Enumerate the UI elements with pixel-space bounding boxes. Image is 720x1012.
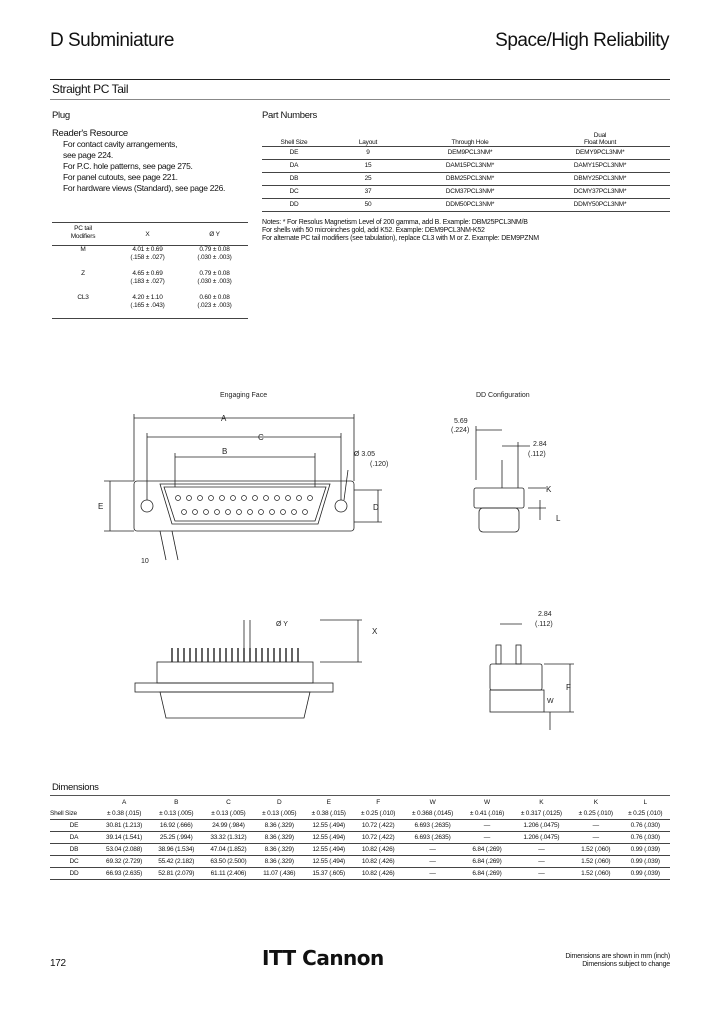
pc-mod: Z: [81, 270, 85, 277]
table-row: DE 9 DEM9PCL3NM* DEMY9PCL3NM*: [262, 146, 670, 159]
pn-head-dual: Dual: [593, 131, 607, 139]
table-row: DA 39.14 (1.541) 25.25 (.994) 33.32 (1.312) 8.36 (.329) 12.55 (.494) 10.72 (.422) 6.693 (.2635) — 1.206 (.0475) — 0.76 (.030): [50, 832, 670, 844]
dim-col-head: K: [593, 799, 598, 806]
resource-line: see page 224.: [63, 150, 113, 160]
dim-tolerance: ± 0.368 (.0145): [403, 808, 462, 820]
pc-col-head: PC tail: [74, 225, 92, 232]
dim-c-label: C: [258, 433, 264, 442]
dim-569: 5.69: [454, 418, 468, 425]
dim-tolerance: ± 0.13 (.005): [202, 808, 254, 820]
pc-y: 0.79 ± 0.08: [199, 270, 230, 277]
resource-line: For panel cutouts, see page 221.: [63, 172, 178, 182]
dim-col-head: K: [539, 799, 544, 806]
engaging-face-title: Engaging Face: [220, 392, 268, 399]
dim-diam-inch: (.120): [370, 461, 389, 468]
dim-569-inch: (.224): [451, 427, 470, 434]
resource-line: For P.C. hole patterns, see page 275.: [63, 161, 193, 171]
dim-col-head: E: [326, 799, 331, 806]
pc-y-in: (.030 ± .003): [197, 254, 232, 261]
dim-tolerance: ± 0.25 (.010): [571, 808, 620, 820]
dim-tolerance: ± 0.41 (.016): [462, 808, 511, 820]
dd-config-title: DD Configuration: [476, 392, 530, 399]
resource-line: For hardware views (Standard), see page 226.: [63, 183, 226, 193]
dim-284b: 2.84: [538, 611, 552, 618]
dim-b-label: B: [222, 447, 228, 456]
pc-col-head: Modifiers: [70, 233, 96, 240]
dim-k-label: K: [546, 485, 552, 494]
pc-y: 0.79 ± 0.08: [199, 246, 230, 253]
pc-mod: CL3: [77, 294, 89, 301]
dimensions-table: [50, 797, 670, 880]
note-line: For shells with 50 microinches gold, add K52. Example: DEM9PCL3NM-K52: [262, 226, 485, 234]
dimensions-divider: [50, 795, 670, 796]
pc-x: 4.20 ± 1.10: [132, 294, 163, 301]
dim-e-label: E: [98, 502, 104, 511]
dim-tolerance: ± 0.13 (.005): [150, 808, 202, 820]
dim-tolerance: ± 0.25 (.010): [621, 808, 671, 820]
dim-tolerance: ± 0.25 (.010): [353, 808, 402, 820]
table-row: DD 66.93 (2.635) 52.81 (2.079) 61.11 (2.406) 11.07 (.436) 15.37 (.605) 10.82 (.426) — 6.84 (.269) — 1.52 (.060) 0.99 (.039): [50, 868, 670, 880]
dim-col-head: F: [376, 799, 381, 806]
dim-col-head: D: [276, 799, 282, 806]
dim-col-head: C: [226, 799, 231, 806]
section-title: Straight PC Tail: [52, 82, 129, 96]
table-row: [52, 294, 248, 318]
pc-col-y: Ø Y: [209, 231, 220, 238]
pn-head-layout: Layout: [326, 124, 410, 146]
section-divider: [50, 99, 670, 100]
table-row: [52, 246, 248, 271]
category-title: Space/High Reliability: [495, 30, 669, 51]
dim-10-label: 10: [141, 558, 149, 565]
readers-resource: [52, 128, 252, 194]
pc-tails: [172, 648, 298, 662]
dim-tolerance: ± 0.38 (.015): [304, 808, 353, 820]
pc-x-in: (.158 ± .027): [130, 254, 165, 261]
note-line: For alternate PC tail modifiers (see tabulation), replace CL3 with M or Z. Example: DEM9PZNM: [262, 234, 539, 242]
table-row: DB 53.04 (2.088) 38.96 (1.534) 47.04 (1.852) 8.36 (.329) 12.55 (.494) 10.82 (.426) — 6.84 (.269) — 1.52 (.060) 0.99 (.039): [50, 844, 670, 856]
table-row: DB 25 DBM25PCL3NM* DBMY25PCL3NM*: [262, 172, 670, 185]
dim-shell-head: Shell Size: [50, 808, 98, 820]
dim-col-head: W: [429, 799, 436, 806]
plug-label: Plug: [52, 110, 70, 121]
pc-y-in: (.030 ± .003): [197, 278, 232, 285]
pc-x: 4.01 ± 0.69: [132, 246, 163, 253]
resource-heading: Reader's Resource: [52, 128, 128, 139]
footer-note: Dimensions subject to change: [582, 961, 670, 968]
pn-head-through: Through Hole: [410, 124, 530, 146]
dim-tolerance: ± 0.13 (.005): [254, 808, 303, 820]
dim-284b-inch: (.112): [535, 621, 553, 628]
pc-tail-table: [52, 222, 248, 319]
mounting-hole-right: [335, 500, 347, 512]
pc-x-in: (.183 ± .027): [130, 278, 165, 285]
dim-tolerance: ± 0.38 (.015): [98, 808, 150, 820]
part-notes: [262, 219, 670, 243]
brand-logo: ITT Cannon: [262, 946, 384, 970]
resource-line: For contact cavity arrangements,: [63, 139, 178, 149]
connector-shell-d: [160, 484, 330, 524]
dim-col-head: L: [643, 799, 647, 806]
dim-x-label: X: [372, 627, 378, 636]
mounting-hole-left: [141, 500, 153, 512]
pc-y-in: (.023 ± .003): [197, 302, 232, 309]
pc-x-in: (.165 ± .043): [130, 302, 165, 309]
part-numbers-table: [262, 124, 670, 243]
dim-oy-label: Ø Y: [276, 621, 288, 628]
dim-diam-label: Ø 3.05: [354, 451, 376, 458]
contact-pins: [176, 496, 313, 515]
pc-mod: M: [80, 246, 86, 253]
page-title: D Subminiature: [50, 30, 174, 51]
dim-tolerance: ± 0.317 (.0125): [512, 808, 571, 820]
dim-w-label: W: [547, 698, 554, 705]
dim-a-label: A: [221, 414, 227, 423]
pc-x: 4.65 ± 0.69: [132, 270, 163, 277]
pn-head-float: Float Mount: [583, 138, 617, 146]
table-row: DA 15 DAM15PCL3NM* DAMY15PCL3NM*: [262, 159, 670, 172]
header-divider: [50, 79, 670, 80]
table-row: DD 50 DDM50PCL3NM* DDMY50PCL3NM*: [262, 198, 670, 211]
part-numbers-title: Part Numbers: [262, 110, 318, 121]
page-number: 172: [50, 958, 66, 969]
dim-284-inch: (.112): [528, 451, 546, 458]
dim-l-label: L: [556, 514, 561, 523]
table-row: [52, 270, 248, 294]
note-line: Notes: * For Resolus Magnetism Level of 200 gamma, add B. Example: DBM25PCL3NM/B: [262, 218, 528, 226]
footer-notes: [565, 953, 670, 969]
dim-f-label: F: [566, 683, 571, 692]
dim-col-head: W: [483, 799, 490, 806]
dimensions-title: Dimensions: [52, 782, 99, 793]
dim-d-label: D: [373, 503, 379, 512]
dim-col-head: B: [174, 799, 179, 806]
footer-note: Dimensions are shown in mm (inch): [565, 953, 670, 960]
dim-col-head: A: [122, 799, 127, 806]
table-row: DC 37 DCM37PCL3NM* DCMY37PCL3NM*: [262, 185, 670, 198]
pc-y: 0.60 ± 0.08: [199, 294, 230, 301]
pn-head-shell: Shell Size: [262, 124, 326, 146]
technical-drawings: [0, 380, 720, 740]
table-row: DC 69.32 (2.729) 55.42 (2.182) 63.50 (2.500) 8.36 (.329) 12.55 (.494) 10.82 (.426) — 6.84 (.269) — 1.52 (.060) 0.99 (.039): [50, 856, 670, 868]
table-row: DE 30.81 (1.213) 16.92 (.666) 24.99 (.984) 8.36 (.329) 12.55 (.494) 10.72 (.422) 6.693 (.2635) — 1.206 (.0475) — 0.76 (.030): [50, 820, 670, 832]
dim-284: 2.84: [533, 441, 547, 448]
pc-col-x: X: [145, 231, 150, 238]
